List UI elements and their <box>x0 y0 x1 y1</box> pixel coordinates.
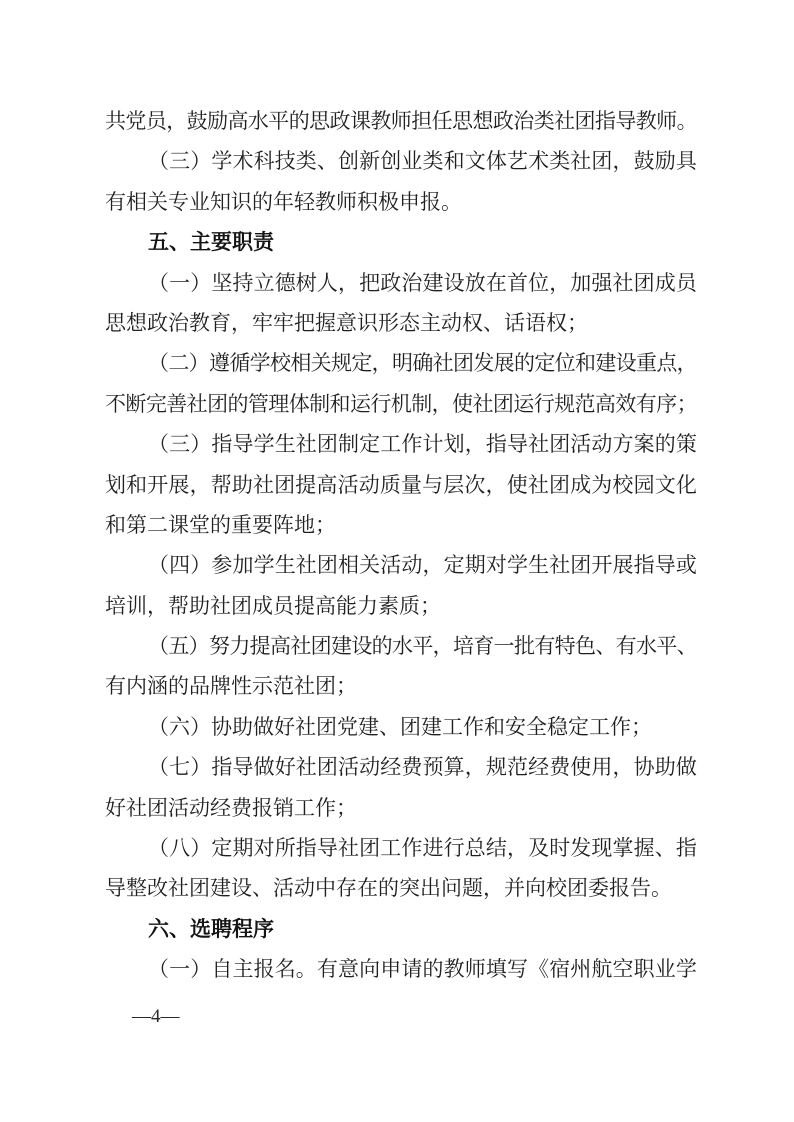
text-line-content: （七）指导做好社团活动经费预算，规范经费使用，协助做 <box>148 755 697 780</box>
text-line <box>105 263 697 303</box>
text-line-content: 导整改社团建设、活动中存在的突出问题，并向校团委报告。 <box>105 876 672 901</box>
text-line <box>105 141 697 181</box>
section-heading <box>105 909 697 949</box>
text-line <box>105 586 697 626</box>
document-body <box>105 101 697 990</box>
text-line <box>105 182 697 222</box>
text-line <box>105 828 697 868</box>
text-line-content: 有内涵的品牌性示范社团； <box>105 674 357 699</box>
text-line <box>105 626 697 666</box>
text-line <box>105 465 697 505</box>
text-line-content: （二）遵循学校相关规定，明确社团发展的定位和建设重点， <box>148 351 697 376</box>
text-line-content: 有相关专业知识的年轻教师积极申报。 <box>105 189 462 214</box>
text-line-content: （一）坚持立德树人，把政治建设放在首位，加强社团成员 <box>148 270 697 295</box>
text-line <box>105 384 697 424</box>
text-line <box>105 747 697 787</box>
text-line <box>105 788 697 828</box>
text-line-content: （三）指导学生社团制定工作计划，指导社团活动方案的策 <box>148 432 697 457</box>
text-line <box>105 505 697 545</box>
text-line-content: 不断完善社团的管理体制和运行机制，使社团运行规范高效有序； <box>105 391 697 416</box>
text-line <box>105 424 697 464</box>
text-line-content: 思想政治教育，牢牢把握意识形态主动权、话语权； <box>105 310 588 335</box>
text-line-content: 划和开展，帮助社团提高活动质量与层次，使社团成为校园文化 <box>105 472 697 497</box>
text-line-content: （一）自主报名。有意向申请的教师填写《宿州航空职业学 <box>148 957 697 982</box>
text-line <box>105 868 697 908</box>
text-line-content: （四）参加学生社团相关活动，定期对学生社团开展指导或 <box>148 553 697 578</box>
text-line-content: （三）学术科技类、创新创业类和文体艺术类社团，鼓励具 <box>148 149 697 174</box>
text-line-content: 好社团活动经费报销工作； <box>105 795 357 820</box>
text-line <box>105 949 697 989</box>
text-line-content: 和第二课堂的重要阵地； <box>105 512 336 537</box>
text-line <box>105 666 697 706</box>
text-line <box>105 101 697 141</box>
text-line-content: 共党员，鼓励高水平的思政课教师担任思想政治类社团指导教师。 <box>105 109 697 133</box>
section-heading <box>105 222 697 262</box>
text-line <box>105 545 697 585</box>
text-line <box>105 343 697 383</box>
page-number: —4— <box>132 1006 180 1027</box>
text-line-content: （五）努力提高社团建设的水平，培育一批有特色、有水平、 <box>148 634 697 659</box>
text-line <box>105 707 697 747</box>
text-line-content: （八）定期对所指导社团工作进行总结，及时发现掌握、指 <box>148 836 697 861</box>
text-line-content: （六）协助做好社团党建、团建工作和安全稳定工作； <box>148 714 652 739</box>
section-heading-text: 六、选聘程序 <box>148 916 274 941</box>
section-heading-text: 五、主要职责 <box>148 230 274 255</box>
text-line <box>105 303 697 343</box>
text-line-content: 培训，帮助社团成员提高能力素质； <box>105 593 441 618</box>
